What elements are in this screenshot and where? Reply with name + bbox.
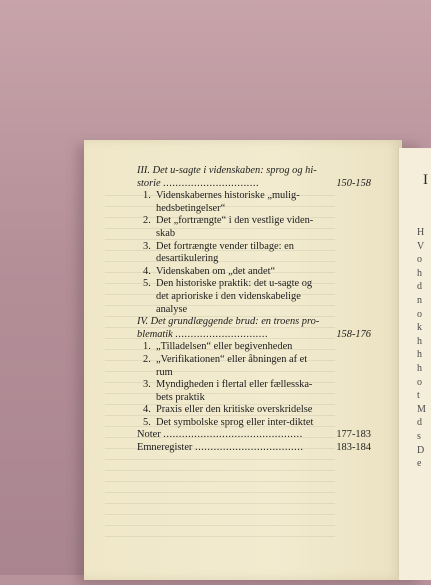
fragment: o	[417, 254, 422, 266]
toc-item	[137, 379, 367, 404]
fragment: D	[417, 444, 425, 456]
fragment: s	[417, 430, 421, 442]
fragment: V	[417, 240, 425, 252]
fragment: M	[417, 403, 426, 415]
toc-item-line: Myndigheden i flertal eller fællesska-	[156, 379, 313, 391]
leader-dots: .............................................	[163, 429, 303, 441]
table-of-contents	[137, 165, 371, 455]
toc-chapter-4-title: IV. Det grundlæggende brud: en troens pro-	[137, 316, 320, 328]
toc-item	[137, 341, 367, 354]
fragment: k	[417, 322, 422, 334]
toc-item-line: desartikulering	[156, 253, 219, 265]
toc-item-number: 2.	[143, 353, 151, 365]
toc-item-line: „Tilladelsen“ eller begivenheden	[156, 341, 293, 353]
fragment: n	[417, 294, 422, 306]
toc-item-number: 3.	[143, 240, 151, 252]
toc-item-line: „Verifikationen“ eller åbningen af et	[156, 353, 308, 365]
right-page-fragments	[417, 226, 426, 471]
toc-notes-pages: 177-183	[336, 429, 371, 441]
toc-chapter-3-pages: 150-158	[336, 177, 371, 189]
toc-item	[137, 215, 367, 240]
fragment: t	[417, 390, 420, 402]
toc-item-number: 1.	[143, 341, 151, 353]
toc-notes	[137, 429, 371, 442]
toc-item	[137, 190, 367, 215]
toc-item-line: bets praktik	[156, 391, 205, 403]
toc-notes-label: Noter	[137, 429, 161, 441]
toc-chapter-3-title-cont	[137, 177, 371, 191]
toc-item-line: Videnskaben om „det andet“	[156, 265, 276, 277]
leader-dots: ...............................	[163, 177, 260, 189]
toc-item	[137, 354, 367, 379]
toc-item-line: Det fortrængte vender tilbage: en	[156, 240, 294, 252]
toc-item-line: Videnskabernes historiske „mulig-	[156, 190, 300, 202]
fragment: o	[417, 376, 422, 388]
toc-item-line: analyse	[156, 303, 188, 315]
fragment: h	[417, 267, 422, 279]
toc-item-line: skab	[156, 227, 176, 239]
toc-item-line: Det „fortrængte“ i den vestlige viden-	[156, 215, 314, 227]
toc-item-number: 5.	[143, 416, 151, 428]
toc-item	[137, 417, 367, 430]
leader-dots: ...................................	[195, 442, 304, 454]
toc-chapter-4-title-cont	[137, 328, 371, 342]
toc-item-line: det aprioriske i den videnskabelige	[156, 290, 301, 302]
toc-item-line: Det symbolske sprog eller inter-diktet	[156, 416, 314, 428]
fragment: o	[417, 308, 422, 320]
toc-item-number: 4.	[143, 404, 151, 416]
toc-item-number: 4.	[143, 265, 151, 277]
toc-chapter-3-title-line2: storie	[137, 177, 161, 189]
toc-item-line: hedsbetingelser“	[156, 202, 226, 214]
toc-item-number: 1.	[143, 190, 151, 202]
toc-index	[137, 442, 371, 455]
toc-item	[137, 278, 367, 316]
toc-chapter-4-title-line2: blematik	[137, 328, 173, 340]
right-page-heading: I	[423, 172, 428, 188]
toc-item	[137, 241, 367, 266]
fragment: d	[417, 281, 422, 293]
toc-item	[137, 266, 367, 279]
toc-chapter-4-pages: 158-176	[336, 328, 371, 340]
toc-chapter-3-title: III. Det u-sagte i videnskaben: sprog og hi-	[137, 165, 317, 176]
fragment: h	[417, 362, 422, 374]
fragment: d	[417, 417, 422, 429]
toc-item-number: 5.	[143, 278, 151, 290]
toc-item-line: rum	[156, 366, 173, 378]
leader-dots: ..............................	[175, 328, 269, 340]
toc-item	[137, 404, 367, 417]
fragment: h	[417, 335, 422, 347]
toc-index-label: Emneregister	[137, 442, 193, 454]
toc-item-line: Praxis eller den kritiske overskridelse	[156, 404, 313, 416]
book-page-right	[398, 148, 431, 580]
fragment: e	[417, 458, 422, 470]
fragment: H	[417, 227, 425, 238]
toc-item-number: 3.	[143, 379, 151, 391]
toc-index-pages: 183-184	[336, 442, 371, 454]
toc-item-line: Den historiske praktik: det u-sagte og	[156, 278, 313, 290]
toc-item-number: 2.	[143, 215, 151, 227]
fragment: h	[417, 349, 422, 361]
